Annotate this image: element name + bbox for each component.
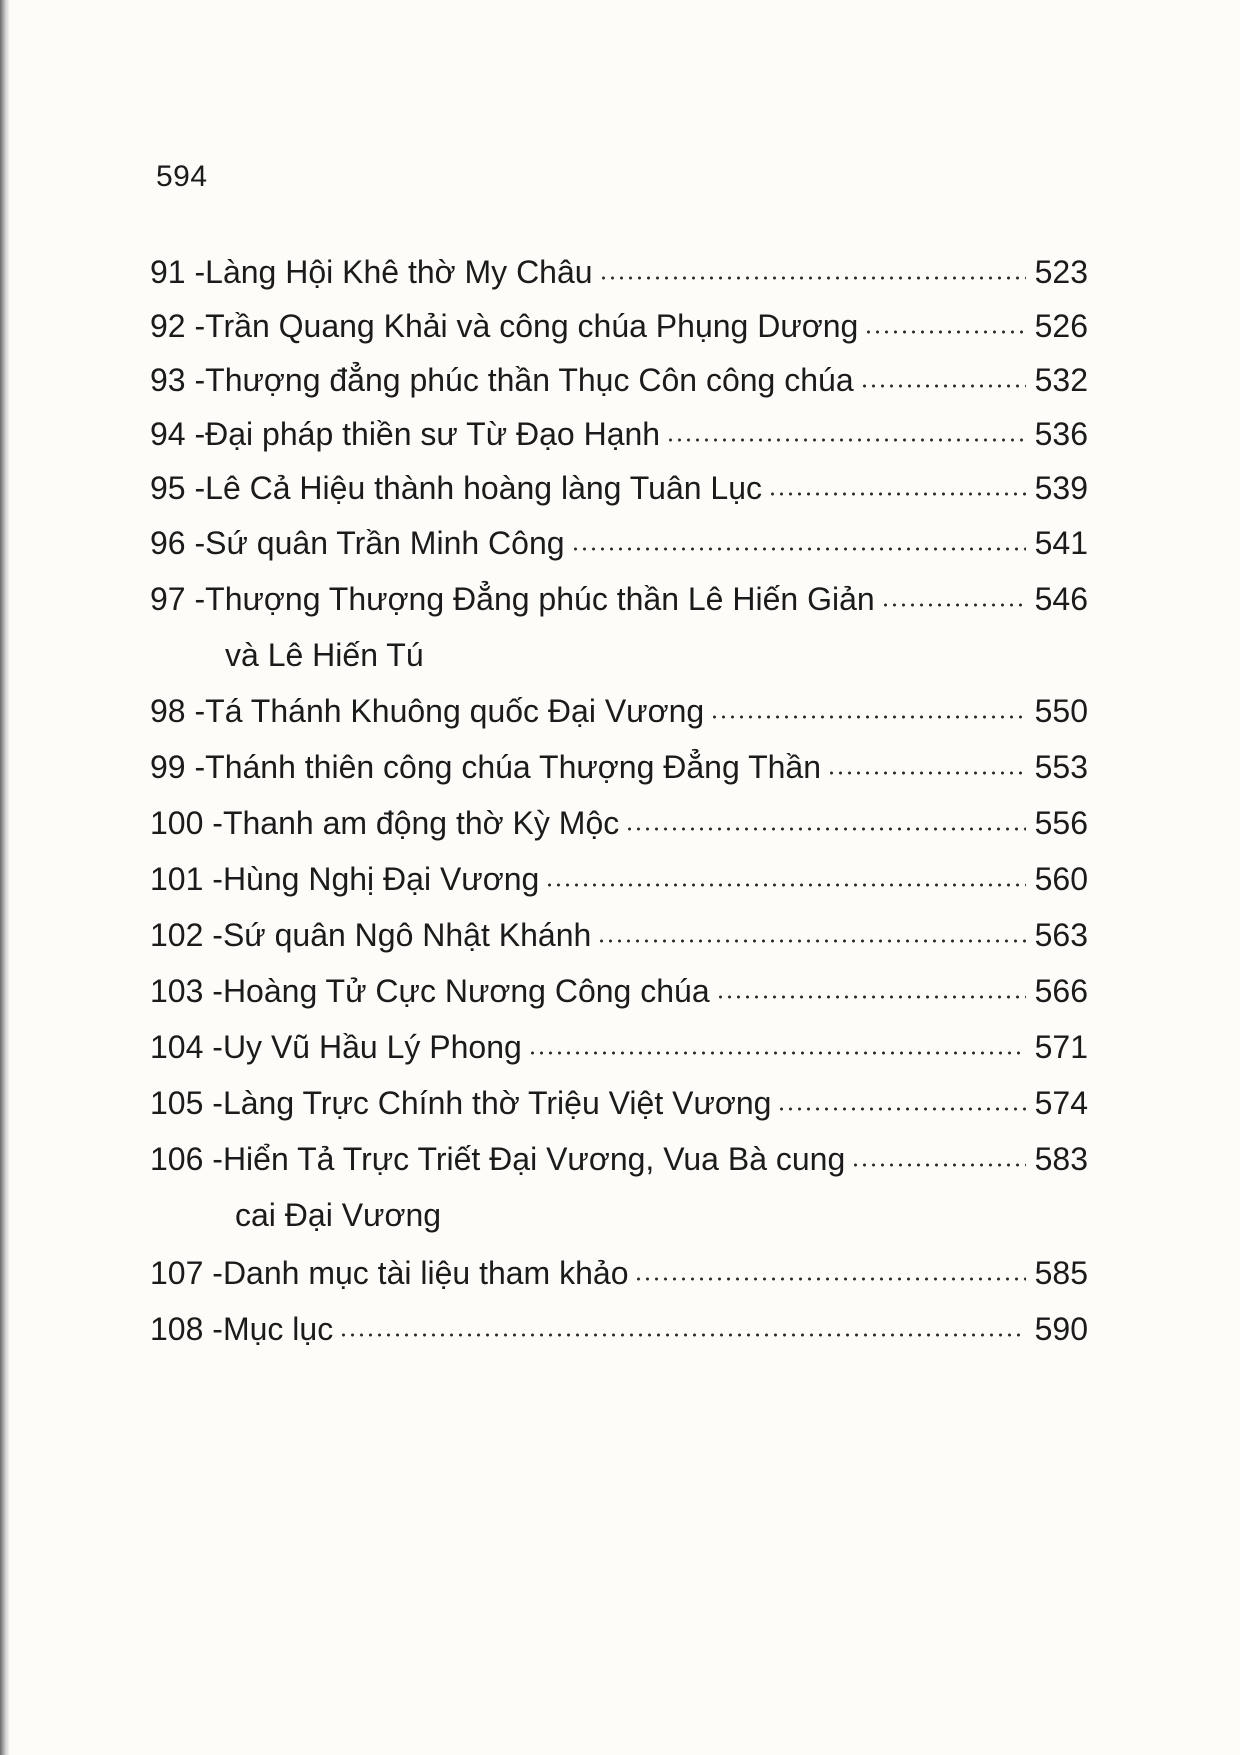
entry-page: 539: [1034, 470, 1088, 506]
entry-page: 523: [1034, 254, 1088, 290]
toc-entry: [150, 744, 1088, 790]
dot-leader: [571, 545, 1026, 553]
entry-page: 583: [1034, 1141, 1088, 1177]
entry-number: 97 -: [150, 581, 206, 617]
toc-entry: [150, 576, 1088, 622]
dot-leader: [864, 328, 1026, 336]
entry-title: Sứ quân Ngô Nhật Khánh: [222, 917, 592, 953]
dot-leader: [666, 436, 1026, 444]
dot-leader: [768, 490, 1026, 498]
dot-leader: [851, 1161, 1026, 1169]
entry-page: 526: [1034, 308, 1088, 344]
entry-page: 553: [1034, 749, 1088, 785]
entry-number: 94 -: [150, 416, 206, 452]
entry-number: 96 -: [150, 525, 206, 561]
entry-page: 566: [1034, 973, 1088, 1009]
entry-number: 107 -: [150, 1255, 223, 1291]
entry-title: Trần Quang Khải và công chúa Phụng Dương: [205, 308, 859, 344]
toc-entry: [150, 520, 1088, 566]
entry-number: 105 -: [150, 1085, 223, 1121]
dot-leader: [827, 769, 1026, 777]
entry-title: Đại pháp thiền sư Từ Đạo Hạnh: [205, 416, 661, 452]
entry-title: Thanh am động thờ Kỳ Mộc: [222, 805, 620, 841]
toc-entry: [150, 688, 1088, 734]
toc-entry: [150, 411, 1088, 457]
entry-page: 532: [1034, 362, 1088, 398]
dot-leader: [860, 382, 1026, 390]
entry-page: 541: [1034, 525, 1088, 561]
dot-leader: [599, 274, 1026, 282]
entry-page: 571: [1034, 1029, 1088, 1065]
toc-entry: [150, 856, 1088, 902]
entry-number: 101 -: [150, 861, 223, 897]
toc-entry: [150, 1024, 1088, 1070]
entry-title: Danh mục tài liệu tham khảo: [222, 1255, 629, 1291]
entry-title: Tá Thánh Khuông quốc Đại Vương: [205, 693, 705, 729]
entry-title: Hiển Tả Trực Triết Đại Vương, Vua Bà cung: [222, 1141, 846, 1177]
toc-entry: [150, 1136, 1088, 1182]
dot-leader: [710, 713, 1026, 721]
entry-page: 556: [1034, 805, 1088, 841]
entry-title: Thượng đẳng phúc thần Thục Côn công chúa: [205, 362, 854, 398]
toc-entry: [150, 465, 1088, 511]
entry-title: Làng Trực Chính thờ Triệu Việt Vương: [222, 1085, 772, 1121]
entry-page: 546: [1034, 581, 1088, 617]
entry-title: Hoàng Tử Cực Nương Công chúa: [222, 973, 710, 1009]
dot-leader: [545, 881, 1026, 889]
entry-title: Thánh thiên công chúa Thượng Đẳng Thần: [205, 749, 822, 785]
entry-title: Thượng Thượng Đẳng phúc thần Lê Hiến Giản: [205, 581, 875, 617]
entry-title-continuation: và Lê Hiến Tú: [225, 637, 424, 673]
dot-leader: [634, 1275, 1026, 1283]
toc-entry: [150, 912, 1088, 958]
toc-entry: [150, 303, 1088, 349]
page-number: 594: [156, 160, 208, 193]
toc-entry: [150, 1306, 1088, 1352]
entry-title: Làng Hội Khê thờ My Châu: [205, 254, 593, 290]
entry-page: 536: [1034, 416, 1088, 452]
entry-title: Hùng Nghị Đại Vương: [222, 861, 540, 897]
entry-number: 104 -: [150, 1029, 223, 1065]
entry-number: 95 -: [150, 470, 206, 506]
entry-number: 91 -: [150, 254, 206, 290]
dot-leader: [339, 1331, 1026, 1339]
toc-entry: [150, 1250, 1088, 1296]
entry-page: 563: [1034, 917, 1088, 953]
toc-entry: [150, 1080, 1088, 1126]
entry-title: Lê Cả Hiệu thành hoàng làng Tuân Lục: [205, 470, 763, 506]
dot-leader: [528, 1049, 1026, 1057]
entry-page: 590: [1034, 1311, 1088, 1347]
entry-number: 93 -: [150, 362, 206, 398]
entry-number: 102 -: [150, 917, 223, 953]
entry-number: 108 -: [150, 1311, 223, 1347]
entry-title: Sứ quân Trần Minh Công: [205, 525, 565, 561]
entry-page: 585: [1034, 1255, 1088, 1291]
entry-page: 550: [1034, 693, 1088, 729]
toc-entry: [150, 249, 1088, 295]
entry-number: 106 -: [150, 1141, 223, 1177]
entry-number: 103 -: [150, 973, 223, 1009]
dot-leader: [716, 993, 1026, 1001]
entry-page: 560: [1034, 861, 1088, 897]
entry-title: Mục lục: [222, 1311, 334, 1347]
entry-title: Uy Vũ Hầu Lý Phong: [222, 1029, 522, 1065]
entry-number: 92 -: [150, 308, 206, 344]
toc-entry: [150, 800, 1088, 846]
entry-number: 99 -: [150, 749, 206, 785]
toc-entry: [150, 968, 1088, 1014]
toc-entry: [150, 357, 1088, 403]
dot-leader: [597, 937, 1026, 945]
dot-leader: [881, 601, 1026, 609]
entry-page: 574: [1034, 1085, 1088, 1121]
entry-number: 98 -: [150, 693, 206, 729]
entry-title-continuation: cai Đại Vương: [235, 1197, 442, 1233]
entry-number: 100 -: [150, 805, 223, 841]
dot-leader: [625, 825, 1026, 833]
dot-leader: [777, 1105, 1026, 1113]
